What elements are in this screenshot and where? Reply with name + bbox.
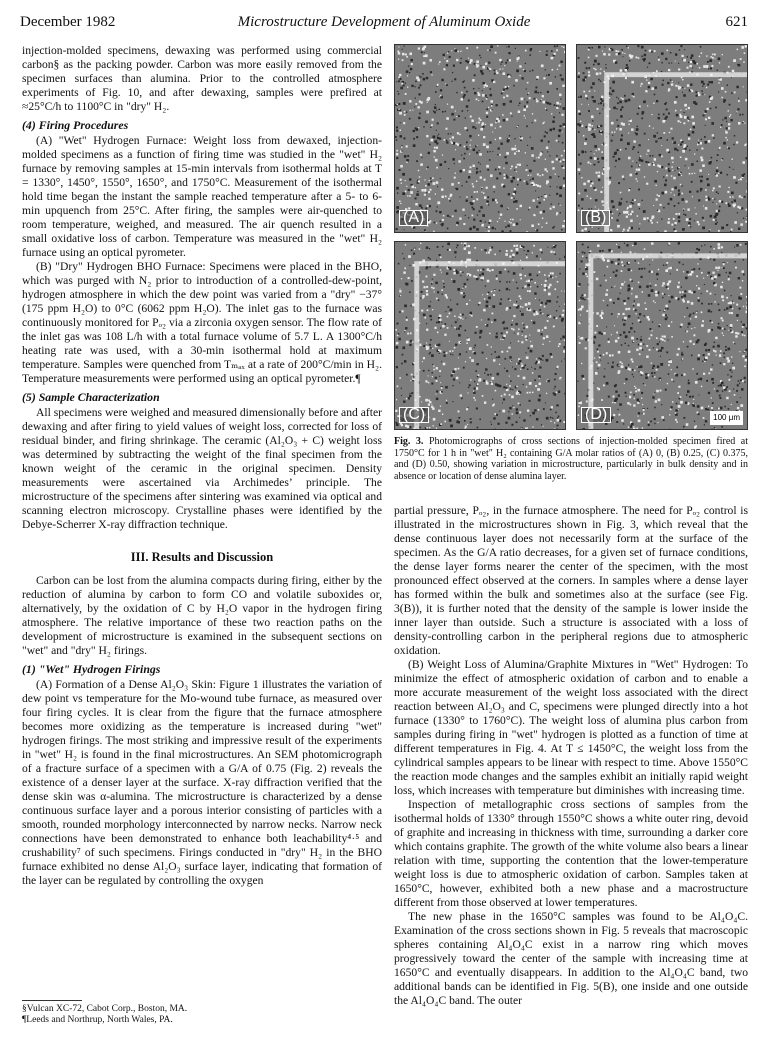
micrograph-panel-a <box>394 44 566 233</box>
paragraph-dense-skin: (A) Formation of a Dense Al₂O₃ Skin: Figure 1 illustrates the variation of dew point vs temperature for the Mo-wound tube furnace, as measured over four firing cycles. It is clear from the figure that the furnace atmosphere becomes more oxidizing as the temperature is increased during "wet" hydrogen firings. The most striking and impressive result of the experiments in "wet" H₂ is found in the final microstructures. An SEM photomicrograph of a fracture surface of a specimen with a G/A of 0.75 (Fig. 2) reveals the existence of a denser layer at the surface. X-ray diffraction verified that the dense skin was α-alumina. The microstructure is characterized by a dense continuous surface layer and a porous interior consisting of particles with a smooth, rounded morphology interconnected by narrow necks. Narrow neck connections have been demonstrated to enhance both leachability⁴·⁵ and crushability⁷ of such specimens. Firings conducted in "dry" H₂ in the BHO furnace exhibited no dense Al₂O₃ surface layer, indicating that formation of the layer can be regulated by controlling the oxygen <box>22 678 382 887</box>
heading-sample-characterization: (5) Sample Characterization <box>22 390 160 404</box>
paragraph-sample: All specimens were weighed and measured dimensionally before and after dewaxing and after firing to yield values of weight loss, corrected for loss of residual binder, and firing shrinkage. The ceramic (Al₂O₃ + C) weight loss was determined by subtracting the weight of the final specimen from the known weight of the ceramic in the original specimen. Density measurements were ascertained via Archimedes’ principle. The microstructure of the specimens after sintering was examined via optical and scanning electron microscopy. Crystalline phases were identified by the Debye-Scherrer X-ray diffraction technique. <box>22 406 382 531</box>
header-date: December 1982 <box>20 14 116 30</box>
footnote-1: §Vulcan XC-72, Cabot Corp., Boston, MA. <box>22 1004 188 1014</box>
page-header <box>20 14 748 36</box>
paragraph-results: Carbon can be lost from the alumina compacts during firing, either by the reduction of alumina by carbon to form CO and volatile suboxides or, alternatively, by the oxidation of C by H₂O vapor in the hydrogen firing atmosphere. The relative importance of these two reaction paths on the development of microstructure is examined in the subsequent sections on "wet" and "dry" H₂ firings. <box>22 574 382 657</box>
micrograph-texture <box>577 45 747 232</box>
micrograph-texture <box>395 45 565 232</box>
caption-label: Fig. 3. <box>394 436 424 447</box>
micrograph-texture <box>577 242 747 429</box>
caption-text: Photomicrographs of cross sections of injection-molded specimen fired at 1750°C for 1 h in "wet" H₂ containing G/A molar ratios of (A) 0, (B) 0.25, (C) 0.375, and (D) 0.50, showing variation in microstructure, particularly in bulk density and in absence or location of dense alumina layer. <box>394 436 749 482</box>
panel-label: (D) <box>581 407 611 423</box>
footnote-2: ¶Leeds and Northrup, North Wales, PA. <box>22 1015 173 1025</box>
heading-wet-hydrogen: (1) "Wet" Hydrogen Firings <box>22 662 161 676</box>
section-heading-results: III. Results and Discussion <box>130 550 274 564</box>
scale-bar: 100 μm <box>710 411 743 425</box>
header-title: Microstructure Development of Aluminum Oxide <box>237 14 531 30</box>
paragraph-dry-furnace: (B) "Dry" Hydrogen BHO Furnace: Specimens were placed in the BHO, which was purged with N₂ prior to introduction of a controlled-dew-point, hydrogen atmosphere in which the dew point was varied from a "dry" −37° (175 ppm H₂O) to 0°C (6062 ppm H₂O). The inlet gas to the furnace was continuously monitored for Pₒ₂ via a zirconia oxygen sensor. The flow rate of the inlet gas was 108 L/h with a total furnace volume of 5.7 L. A 1300°C/h heating rate was used, with a 30-min isothermal hold at maximum temperature. Samples were quenched from Tₘₐₓ at a rate of 200°C/min in H₂. Temperature measurements were performed using an optical pyrometer.¶ <box>22 260 382 385</box>
panel-label: (B) <box>581 210 610 226</box>
micrograph-panel-c <box>394 241 566 430</box>
paragraph-weight-loss: (B) Weight Loss of Alumina/Graphite Mixtures in "Wet" Hydrogen: To minimize the effect of atmospheric oxidation of carbon and to enable a more accurate measurement of the weight loss associated with the direct reaction between Al₂O₃ and C, specimens were plunged directly into a hot furnace (1330° to 1760°C). The weight loss of alumina plus carbon from samples during firing in "wet" hydrogen is plotted as a function of time at different temperatures in Fig. 4. At T ≤ 1450°C, the weight loss from the cylindrical samples appears to be linear with respect to time. Above 1550°C the reaction mode changes and the samples exhibit an initially rapid weight loss, which increases with temperature but diminishes with increasing time. <box>394 658 748 797</box>
micrograph-panel-b <box>576 44 748 233</box>
left-column <box>22 44 382 888</box>
paragraph-inspection: Inspection of metallographic cross sections of samples from the isothermal holds of 1330° through 1550°C shows a white outer ring, devoid of graphite and increasing in thickness with time, surrounding a darker core which contains graphite. The growth of the white volume also bears a linear relation with time, supporting the contention that the lower-temperature weight loss is due to atmospheric oxidation of carbon. Samples taken at 1650°C, however, exhibited both a new phase and a macrostructure different from those observed at lower temperatures. <box>394 798 748 909</box>
paragraph-partial-pressure: partial pressure, Pₒ₂, in the furnace atmosphere. The need for Pₒ₂ control is illustrated in the microstructures shown in Fig. 3, which reveal that the dense continuous layer does not necessarily form at the surface of the specimen. As the G/A ratio decreases, for a given set of furnace conditions, the dense layer forms nearer the center of the specimen, with the most pronounced effect observed at the corners. In samples where a dense layer has formed within the bulk and sometimes also at the surface (see Fig. 3(B)), it is further noted that the density of the sample is lower inside the inner layer than outside. Such a structure is associated with a loss of density-controlling carbon in the peripheral regions due to atmospheric oxidation. <box>394 504 748 657</box>
heading-firing-procedures: (4) Firing Procedures <box>22 118 129 132</box>
footnote-rule <box>22 1000 82 1001</box>
micrograph-texture <box>395 242 565 429</box>
paragraph-intro: injection-molded specimens, dewaxing was performed using commercial carbon§ as the packing powder. Carbon was more easily removed from the specimen surfaces than alumina. Prior to the controlled atmosphere experiments of Fig. 10, and after dewaxing, samples were prefired at ≈25°C/h to 1100°C in "dry" H₂. <box>22 44 382 113</box>
right-column <box>394 44 748 1008</box>
panel-label: (A) <box>399 210 428 226</box>
micrograph-panel-d <box>576 241 748 430</box>
paragraph-wet-furnace: (A) "Wet" Hydrogen Furnace: Weight loss from dewaxed, injection-molded specimens as a function of firing time was studied in the "wet" H₂ furnace by removing samples at 15-min intervals from isothermal holds at T = 1330°, 1450°, 1550°, 1650°, and 1750°C. Measurement of the isothermal hold time began the instant the sample reached temperature after a 5- to 6-min upquench from 25°C. After firing, the samples were air-quenched to room temperature, weighed, and measured. The air quench resulted in a small oxidative loss of carbon. Temperature was measured in the "wet" H₂ furnace using an optical pyrometer. <box>22 134 382 259</box>
page-number: 621 <box>725 14 748 30</box>
panel-label: (C) <box>399 407 429 423</box>
paragraph-new-phase: The new phase in the 1650°C samples was found to be Al₄O₄C. Examination of the cross sections shown in Fig. 5 reveals that macroscopic spheres containing Al₄O₄C exist in a narrow ring which moves progressively toward the center of the sample with increasing time at 1650°C and eventually disappears. In addition to the Al₄O₄C band, two additional bands can be identified in Fig. 5(B), one inside and one outside the Al₄O₄C band. The outer <box>394 910 748 1007</box>
figure-3 <box>394 44 748 430</box>
footnotes <box>22 1000 382 1026</box>
figure-caption <box>394 436 748 482</box>
